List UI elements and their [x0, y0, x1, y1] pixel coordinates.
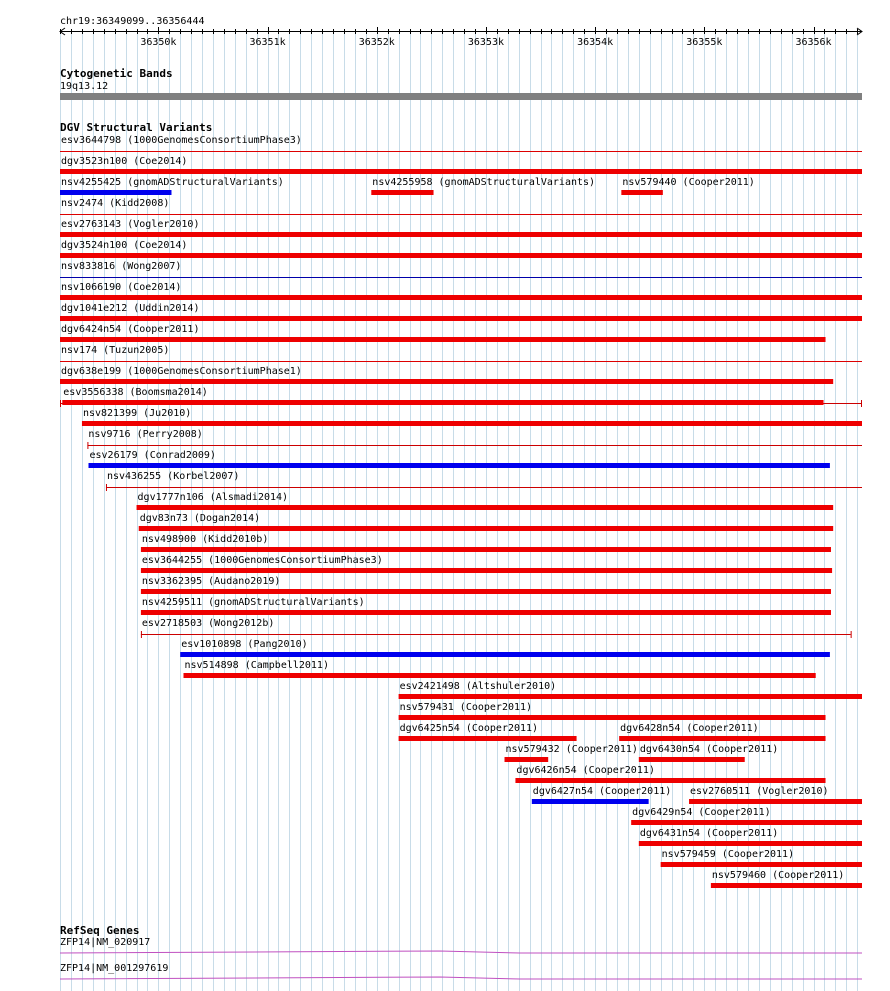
dgv-feature-label: dgv6431n54 (Cooper2011)	[639, 828, 779, 839]
dgv-feature-bar	[371, 190, 433, 195]
ruler-tick-label: 36354k	[577, 37, 614, 48]
dgv-feature-bar	[399, 715, 826, 720]
dgv-feature-bar	[62, 400, 823, 405]
dgv-feature-bar	[137, 505, 834, 510]
dgv-feature-bar	[532, 799, 649, 804]
dgv-feature[interactable]	[60, 240, 862, 258]
dgv-feature-bar	[399, 736, 577, 741]
dgv-feature-label: dgv6425n54 (Cooper2011)	[399, 723, 539, 734]
gene-label: ZFP14|NM_001297619	[60, 963, 169, 974]
dgv-feature-bar	[621, 190, 662, 195]
dgv-feature[interactable]	[183, 660, 815, 678]
dgv-feature-label: nsv833816 (Wong2007)	[61, 261, 182, 272]
dgv-feature-bar	[60, 253, 862, 258]
dgv-feature-bar	[689, 799, 862, 804]
gene-label: ZFP14|NM_020917	[60, 937, 151, 948]
dgv-feature[interactable]	[515, 765, 825, 783]
dgv-feature-label: nsv2474 (Kidd2008)	[61, 198, 170, 209]
dgv-feature-label: nsv579460 (Cooper2011)	[711, 870, 845, 881]
dgv-feature-bar	[60, 379, 833, 384]
dgv-feature-bar	[141, 568, 832, 573]
dgv-feature-label: nsv3362395 (Audano2019)	[141, 576, 281, 587]
dgv-feature[interactable]	[60, 282, 862, 300]
cytoband-bar[interactable]	[60, 93, 862, 100]
dgv-feature-label: esv3644255 (1000GenomesConsortiumPhase3)	[141, 555, 383, 566]
dgv-feature[interactable]	[60, 387, 862, 407]
grid-lines	[61, 30, 858, 991]
dgv-feature[interactable]	[711, 870, 862, 888]
dgv-feature[interactable]	[60, 303, 862, 321]
dgv-feature[interactable]	[631, 807, 862, 825]
dgv-feature[interactable]	[82, 408, 862, 426]
dgv-feature[interactable]	[689, 786, 862, 804]
dgv-feature[interactable]	[141, 597, 831, 615]
dgv-feature-label: dgv83n73 (Dogan2014)	[139, 513, 261, 524]
dgv-feature[interactable]	[371, 177, 595, 195]
dgv-feature-bar	[631, 820, 862, 825]
dgv-feature-label: nsv174 (Tuzun2005)	[61, 345, 170, 356]
dgv-feature-bar	[711, 883, 862, 888]
dgv-feature[interactable]	[619, 723, 825, 741]
dgv-feature-label: dgv6424n54 (Cooper2011)	[61, 324, 200, 335]
refseq-track-title: RefSeq Genes	[60, 924, 140, 937]
dgv-feature-bar	[141, 610, 831, 615]
dgv-feature-label: dgv6430n54 (Cooper2011)	[639, 744, 779, 755]
dgv-track-title: DGV Structural Variants	[60, 121, 213, 134]
dgv-feature[interactable]	[141, 576, 831, 594]
dgv-feature[interactable]	[180, 639, 830, 657]
dgv-feature-label: nsv579432 (Cooper2011)	[505, 744, 638, 755]
dgv-feature[interactable]	[87, 429, 862, 449]
dgv-feature-label: esv2760511 (Vogler2010)	[690, 786, 829, 797]
dgv-feature[interactable]	[139, 513, 833, 531]
dgv-feature[interactable]	[639, 744, 778, 762]
dgv-feature[interactable]	[639, 828, 862, 846]
dgv-feature-bar	[639, 841, 862, 846]
dgv-feature-label: dgv6429n54 (Cooper2011)	[632, 807, 771, 818]
dgv-feature-label: nsv579440 (Cooper2011)	[622, 177, 755, 188]
dgv-feature-label: esv2718503 (Wong2012b)	[141, 618, 275, 629]
dgv-feature-bar	[139, 526, 833, 531]
dgv-feature-bar	[639, 757, 745, 762]
dgv-feature-label: nsv4255958 (gnomADStructuralVariants)	[372, 177, 596, 188]
dgv-feature[interactable]	[661, 849, 862, 867]
dgv-feature-bar	[399, 694, 862, 699]
ruler-tick-label: 36350k	[140, 37, 177, 48]
dgv-feature-label: dgv638e199 (1000GenomesConsortiumPhase1)	[61, 366, 302, 377]
dgv-feature[interactable]	[60, 156, 862, 174]
ruler-tick-label: 36353k	[467, 37, 505, 48]
dgv-feature-label: esv26179 (Conrad2009)	[89, 450, 216, 461]
ruler-tick-label: 36356k	[795, 37, 832, 48]
dgv-feature-label: nsv4255425 (gnomADStructuralVariants)	[61, 177, 284, 188]
dgv-feature-bar	[505, 757, 549, 762]
ruler-tick-label: 36355k	[686, 37, 723, 48]
dgv-feature-bar	[82, 421, 862, 426]
dgv-feature-label: dgv6428n54 (Cooper2011)	[620, 723, 759, 734]
ruler-tick-label: 36352k	[358, 37, 395, 48]
dgv-feature-label: dgv3523n100 (Coe2014)	[61, 156, 188, 167]
dgv-feature-label: dgv6426n54 (Cooper2011)	[516, 765, 655, 776]
dgv-feature-bar	[60, 337, 826, 342]
region-label: chr19:36349099..36356444	[60, 16, 205, 27]
dgv-feature[interactable]	[621, 177, 754, 195]
dgv-feature-label: nsv9716 (Perry2008)	[88, 429, 203, 440]
dgv-feature-bar	[183, 673, 815, 678]
dgv-feature-bar	[88, 463, 829, 468]
dgv-feature-label: esv3556338 (Boomsma2014)	[63, 387, 208, 398]
dgv-feature-label: nsv579431 (Cooper2011)	[399, 702, 533, 713]
dgv-feature-label: nsv4259511 (gnomADStructuralVariants)	[141, 597, 365, 608]
dgv-feature-label: nsv821399 (Ju2010)	[82, 408, 192, 419]
dgv-feature-bar	[60, 190, 171, 195]
dgv-feature[interactable]	[60, 177, 284, 195]
dgv-feature-label: esv2421498 (Altshuler2010)	[399, 681, 557, 692]
dgv-feature-label: dgv6427n54 (Cooper2011)	[532, 786, 672, 797]
dgv-feature-label: nsv436255 (Korbel2007)	[106, 471, 240, 482]
dgv-feature-bar	[60, 316, 862, 321]
dgv-feature-label: esv3644798 (1000GenomesConsortiumPhase3)	[61, 135, 302, 146]
dgv-feature-bar	[60, 169, 862, 174]
dgv-feature[interactable]	[141, 618, 851, 638]
ruler-tick-label: 36351k	[249, 37, 286, 48]
cytoband-label: 19q13.12	[60, 81, 109, 92]
dgv-feature-label: dgv1041e212 (Uddin2014)	[61, 303, 200, 314]
dgv-feature-bar	[619, 736, 825, 741]
dgv-feature-bar	[515, 778, 825, 783]
dgv-feature-bar	[661, 862, 862, 867]
dgv-feature-label: nsv498900 (Kidd2010b)	[141, 534, 269, 545]
dgv-feature-label: nsv579459 (Cooper2011)	[661, 849, 795, 860]
dgv-feature-label: esv1010898 (Pang2010)	[181, 639, 308, 650]
dgv-feature[interactable]	[399, 702, 826, 720]
dgv-feature-label: dgv3524n100 (Coe2014)	[61, 240, 188, 251]
dgv-feature[interactable]	[399, 723, 577, 741]
dgv-feature[interactable]	[137, 492, 834, 510]
dgv-feature[interactable]	[60, 366, 833, 384]
dgv-feature[interactable]	[141, 534, 831, 552]
dgv-feature-label: nsv514898 (Campbell2011)	[184, 660, 329, 671]
dgv-feature-bar	[180, 652, 830, 657]
dgv-feature-label: esv2763143 (Vogler2010)	[61, 219, 200, 230]
dgv-feature-bar	[141, 589, 831, 594]
dgv-feature-bar	[141, 547, 831, 552]
dgv-feature-bar	[60, 295, 862, 300]
dgv-feature-label: dgv1777n106 (Alsmadi2014)	[137, 492, 289, 503]
dgv-feature[interactable]	[60, 219, 862, 237]
dgv-feature[interactable]	[88, 450, 829, 468]
dgv-feature-label: nsv1066190 (Coe2014)	[61, 282, 182, 293]
cytoband-track-title: Cytogenetic Bands	[60, 67, 173, 80]
dgv-feature-bar	[60, 232, 862, 237]
